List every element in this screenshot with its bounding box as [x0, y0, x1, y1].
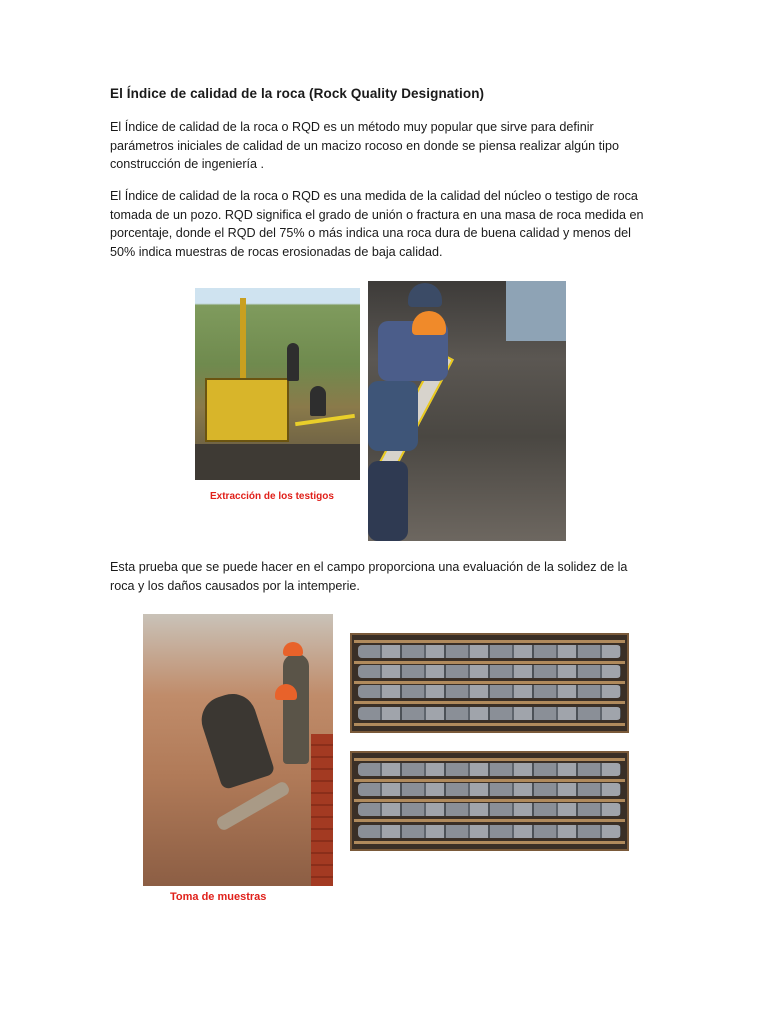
document-title: El Índice de calidad de la roca (Rock Quality Designation) [110, 86, 485, 101]
core-extraction-photo [368, 281, 566, 541]
paragraph-field-test [110, 558, 650, 595]
drilling-rig-photo [195, 288, 360, 480]
sampling-photo [143, 614, 333, 886]
paragraph-text: Esta prueba que se puede hacer en el campo proporciona una evaluación de la solidez de la roca y los daños causados por la intemperie. [110, 560, 628, 593]
paragraph-rqd-definition [110, 187, 650, 261]
paragraph-text: El Índice de calidad de la roca o RQD es una medida de la calidad del núcleo o testigo de roca tomada de un pozo. RQD significa el grado de unión o fractura en una masa de roca medida en porcentaje, donde el RQD del 75% o más indica una roca dura de buena calidad y menos del 50% indica muestras de rocas erosionadas de baja calidad. [110, 189, 644, 259]
sampling-caption: Toma de muestras [170, 891, 267, 903]
paragraph-intro [110, 118, 650, 174]
core-box-photo [350, 633, 629, 733]
core-box-photo [350, 751, 629, 851]
paragraph-text: El Índice de calidad de la roca o RQD es un método muy popular que sirve para definir parámetros iniciales de calidad de un macizo rocoso en donde se piensa realizar algún tipo construcción de ingeniería . [110, 120, 619, 171]
extraction-caption: Extracción de los testigos [210, 491, 334, 502]
